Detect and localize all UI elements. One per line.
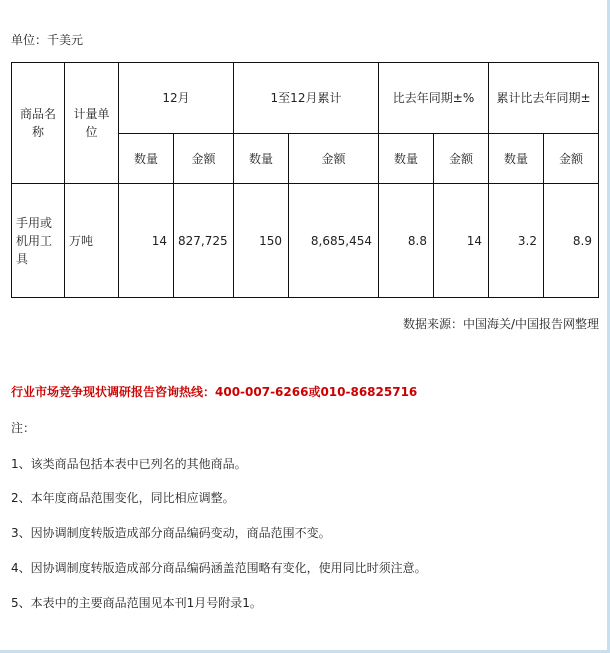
header-yoy: 比去年同期±% [379,63,489,134]
subheader-yoy-amt: 金额 [434,134,489,184]
cell-cum-yoy-amt: 8.9 [544,184,599,298]
cell-yoy-amt: 14 [434,184,489,298]
cell-product-name: 手用或机用工具 [12,184,65,298]
data-source: 数据来源：中国海关/中国报告网整理 [402,317,599,331]
cell-cum-qty: 150 [234,184,289,298]
subheader-cum-yoy-qty: 数量 [489,134,544,184]
header-cum-yoy: 累计比去年同期± [489,63,599,134]
subheader-month-qty: 数量 [119,134,174,184]
subheader-yoy-qty: 数量 [379,134,434,184]
note-item: 2、本年度商品范围变化，同比相应调整。 [11,491,235,505]
table-row [12,184,599,298]
cell-unit: 万吨 [65,184,119,298]
subheader-cum-amt: 金额 [289,134,379,184]
note-item: 1、该类商品包括本表中已列名的其他商品。 [11,457,247,471]
cell-yoy-qty: 8.8 [379,184,434,298]
note-item: 5、本表中的主要商品范围见本刊1月号附录1。 [11,596,262,610]
header-unit: 计量单位 [65,63,119,184]
note-item: 4、因协调制度转版造成部分商品编码涵盖范围略有变化，使用同比时须注意。 [11,561,427,575]
cell-month-qty: 14 [119,184,174,298]
subheader-month-amt: 金额 [174,134,234,184]
unit-label: 单位：千美元 [11,33,84,47]
notes-title: 注： [11,421,36,435]
hotline-link[interactable]: 行业市场竞争现状调研报告咨询热线：400-007-6266或010-86825716 [11,385,418,399]
cell-cum-yoy-qty: 3.2 [489,184,544,298]
cell-cum-amt: 8,685,454 [289,184,379,298]
header-month: 12月 [119,63,234,134]
note-item: 3、因协调制度转版造成部分商品编码变动，商品范围不变。 [11,526,331,540]
cell-month-amt: 827,725 [174,184,234,298]
subheader-cum-qty: 数量 [234,134,289,184]
trade-table [11,62,599,298]
header-product-name: 商品名称 [12,63,65,184]
header-cumulative: 1至12月累计 [234,63,379,134]
subheader-cum-yoy-amt: 金额 [544,134,599,184]
